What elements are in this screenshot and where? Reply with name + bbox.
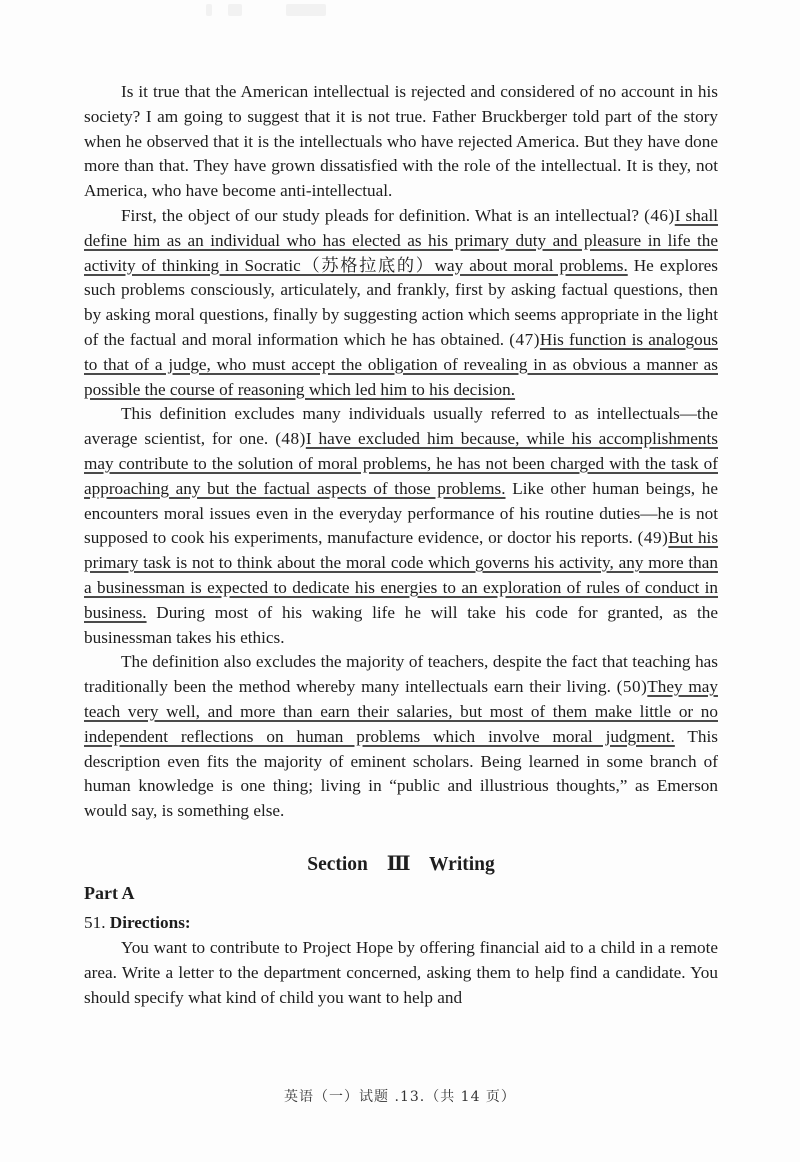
underlined-translation-sentence: But his primary task is not to think about the moral code which governs his activity, any more than a businessman is expected to dedicate his energies to an exploration of rules of conduct in business. bbox=[84, 528, 719, 622]
paragraph-4 bbox=[84, 650, 718, 824]
section-title: Section Ⅲ Writing bbox=[307, 853, 495, 875]
paragraph-3 bbox=[84, 402, 718, 650]
translation-question-number: (47) bbox=[509, 329, 540, 349]
underlined-translation-sentence: I have excluded him because, while his accomplishments may contribute to the solution of moral problems, he has not been charged with the task of approaching any but the factual aspects of those problems. bbox=[84, 429, 718, 498]
text-segment: This description even fits the majority of eminent scholars. Being learned in some branch of human knowledge is one thing; living in “public and illustrious thoughts,” as Emerson would say, is something else. bbox=[84, 726, 718, 821]
faint-header-bleedthrough bbox=[0, 4, 800, 20]
paragraph-1 bbox=[84, 80, 718, 204]
exam-page bbox=[84, 80, 718, 1010]
text-segment: Like other human beings, he encounters moral issues even in the everyday performance of his routine duties—he is not supposed to cook his experiments, manufacture evidence, or doctor his reports. bbox=[84, 478, 718, 548]
page-footer: 英语（一）试题 .13.（共 14 页） bbox=[284, 1089, 516, 1105]
part-title: Part A bbox=[84, 882, 135, 903]
text-segment: The definition also excludes the majority of teachers, despite the fact that teaching has traditionally been the method whereby many intellectuals earn their living. bbox=[84, 652, 718, 697]
translation-question-number: (50) bbox=[616, 677, 648, 697]
text-segment: This definition excludes many individuals usually referred to as intellectuals—the average scientist, for one. bbox=[84, 404, 718, 449]
underlined-translation-sentence: They may teach very well, and more than earn their salaries, but most of them make little or no independent reflections on human problems which involve moral judgment. bbox=[84, 677, 718, 746]
translation-question-number: (49) bbox=[637, 528, 669, 548]
directions-text: You want to contribute to Project Hope by offering financial aid to a child in a remote area. Write a letter to the department concerned, asking them to help find a candidate. You should specify what kind of child you want to help and bbox=[84, 937, 718, 1007]
question-number: 51. bbox=[84, 912, 106, 932]
directions-heading bbox=[84, 910, 718, 936]
underlined-translation-sentence: His function is analogous to that of a judge, who must accept the obligation of revealing in as obvious a manner as possible the course of reasoning which led him to his decision. bbox=[84, 329, 718, 399]
text-segment: He explores such problems consciously, articulately, and frankly, first by asking factual questions, then by asking moral questions, finally by suggesting action which seems appropriate in the light of the factual and moral information which he has obtained. bbox=[84, 255, 718, 349]
translation-question-number: (46) bbox=[644, 205, 675, 225]
underlined-translation-sentence: I shall define him as an individual who has elected as his primary duty and pleasure in life the activity of thinking in Socratic（苏格拉底的）way about moral problems. bbox=[84, 205, 719, 275]
text-segment: First, the object of our study pleads for definition. What is an intellectual? bbox=[121, 205, 645, 225]
text-segment: Is it true that the American intellectual is rejected and considered of no account in his society? I am going to suggest that it is not true. Father Bruckberger told part of the story when he observed that it is the intellectuals who have rejected America. But they have done more than that. They have grown dissatisfied with the role of the intellectual. It is they, not America, who have become anti-intellectual. bbox=[84, 82, 718, 201]
text-segment: During most of his waking life he will take his code for granted, as the businessman takes his ethics. bbox=[84, 602, 718, 647]
translation-question-number: (48) bbox=[275, 429, 306, 449]
directions-label: Directions: bbox=[109, 912, 191, 932]
paragraph-2 bbox=[84, 204, 718, 402]
